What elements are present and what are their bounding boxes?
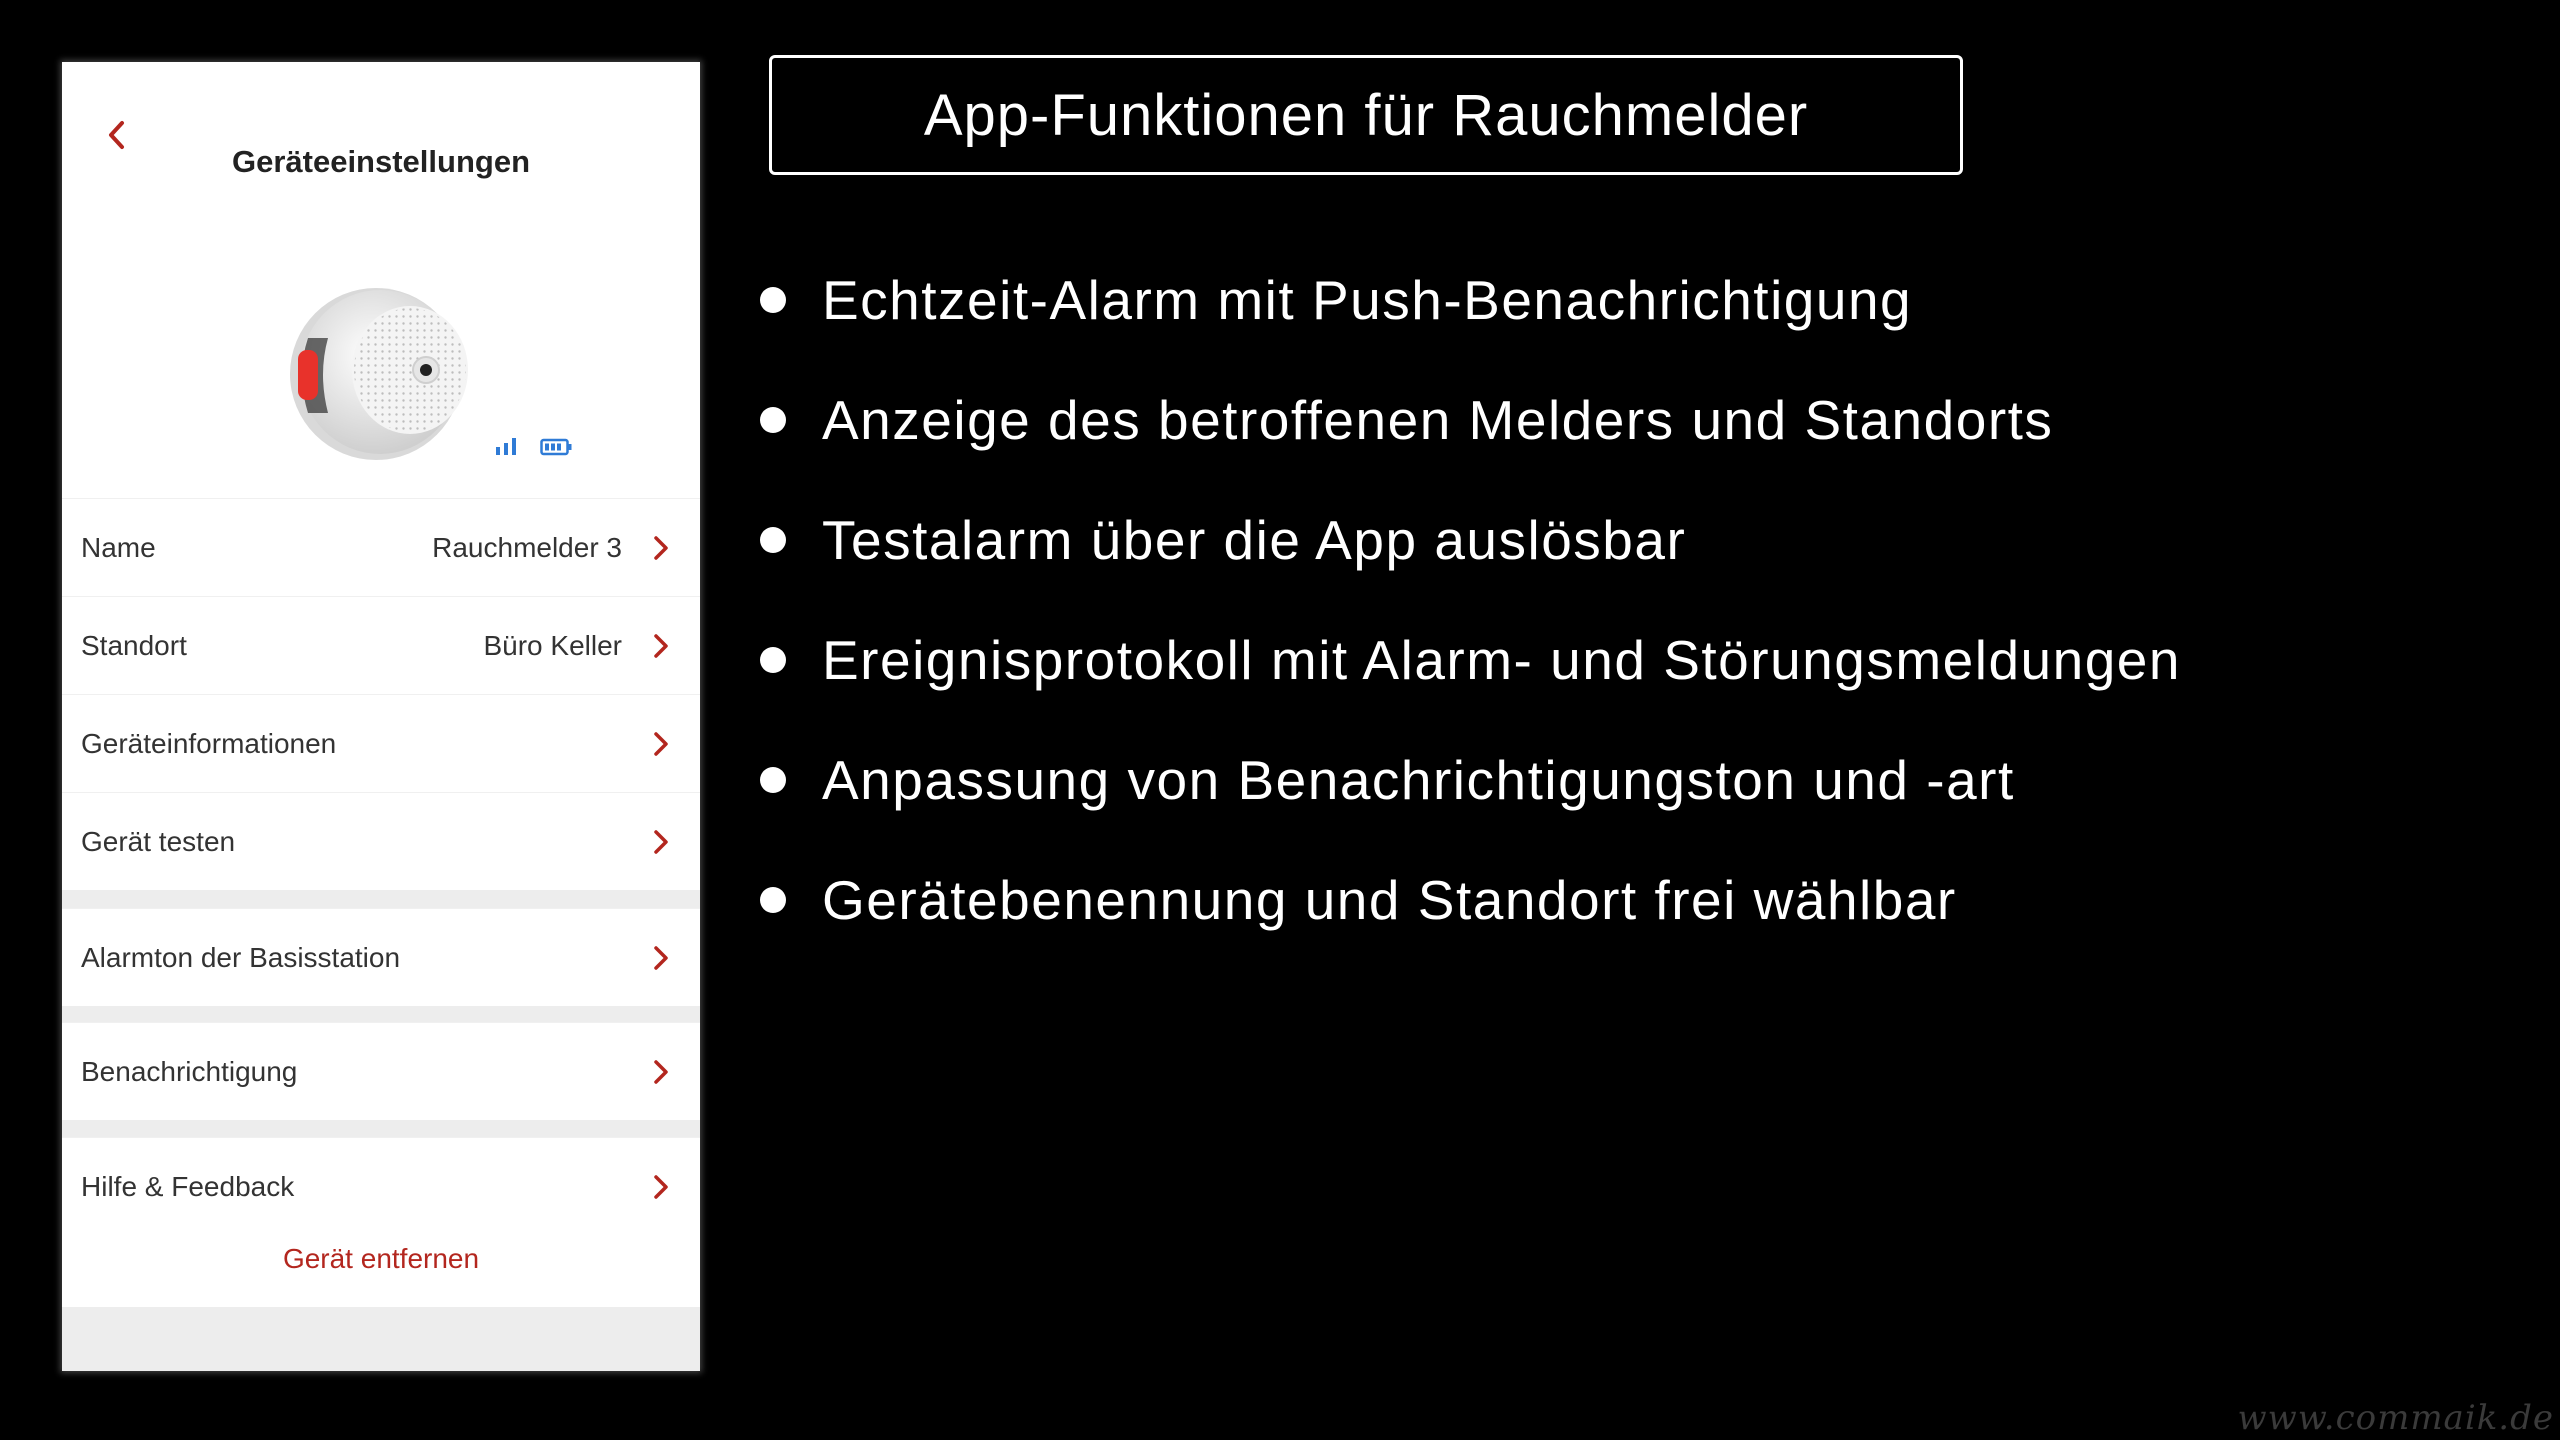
feature-item — [760, 840, 2520, 960]
row-label: Name — [81, 531, 156, 563]
chevron-right-icon — [652, 945, 670, 971]
feature-item — [760, 480, 2520, 600]
watermark: www.commaik.de — [2237, 1398, 2554, 1438]
settings-row-location[interactable] — [62, 596, 700, 694]
feature-item — [760, 600, 2520, 720]
settings-row-test-device[interactable] — [62, 792, 700, 890]
chevron-right-icon — [652, 535, 670, 561]
battery-icon — [540, 438, 572, 456]
bullet-icon — [760, 887, 786, 913]
row-label: Geräteinformationen — [81, 727, 337, 759]
row-label: Hilfe & Feedback — [81, 1170, 295, 1202]
bullet-icon — [760, 527, 786, 553]
feature-text: Testalarm über die App auslösbar — [822, 509, 1687, 571]
row-label: Standort — [81, 629, 187, 661]
phone-screen — [62, 62, 700, 1371]
bullet-icon — [760, 767, 786, 793]
settings-row-notification[interactable] — [62, 1022, 700, 1120]
slide-title: App-Funktionen für Rauchmelder — [923, 82, 1809, 148]
bullet-icon — [760, 647, 786, 673]
page-title: Geräteeinstellungen — [231, 144, 531, 179]
settings-row-name[interactable] — [62, 498, 700, 596]
feature-text: Gerätebenennung und Standort frei wählbar — [822, 869, 1957, 931]
app-header — [62, 62, 700, 246]
feature-item — [760, 720, 2520, 840]
bullet-icon — [760, 287, 786, 313]
row-value: Rauchmelder 3 — [432, 531, 622, 563]
settings-row-device-info[interactable] — [62, 694, 700, 792]
feature-text: Echtzeit-Alarm mit Push-Benachrichtigung — [822, 269, 1913, 331]
feature-text: Anpassung von Benachrichtigungston und -art — [822, 749, 2015, 811]
chevron-right-icon — [652, 1174, 670, 1200]
remove-device-button[interactable] — [62, 1211, 700, 1307]
feature-text: Anzeige des betroffenen Melders und Standorts — [822, 389, 2054, 451]
chevron-right-icon — [652, 633, 670, 659]
row-value: Büro Keller — [483, 629, 622, 661]
feature-text: Ereignisprotokoll mit Alarm- und Störungsmeldungen — [822, 629, 2181, 691]
smoke-detector-image — [288, 278, 474, 464]
signal-icon — [494, 436, 518, 456]
settings-row-base-station-alarm[interactable] — [62, 908, 700, 1006]
feature-item — [760, 240, 2520, 360]
remove-device-label: Gerät entfernen — [282, 1243, 480, 1274]
slide-title-box — [769, 55, 1963, 175]
feature-item — [760, 360, 2520, 480]
chevron-right-icon — [652, 1059, 670, 1085]
chevron-right-icon — [652, 829, 670, 855]
bullet-icon — [760, 407, 786, 433]
row-label: Benachrichtigung — [81, 1055, 298, 1087]
row-label: Gerät testen — [81, 825, 236, 857]
chevron-right-icon — [652, 731, 670, 757]
device-preview — [62, 246, 700, 498]
feature-list — [760, 240, 2520, 960]
row-label: Alarmton der Basisstation — [81, 941, 401, 973]
